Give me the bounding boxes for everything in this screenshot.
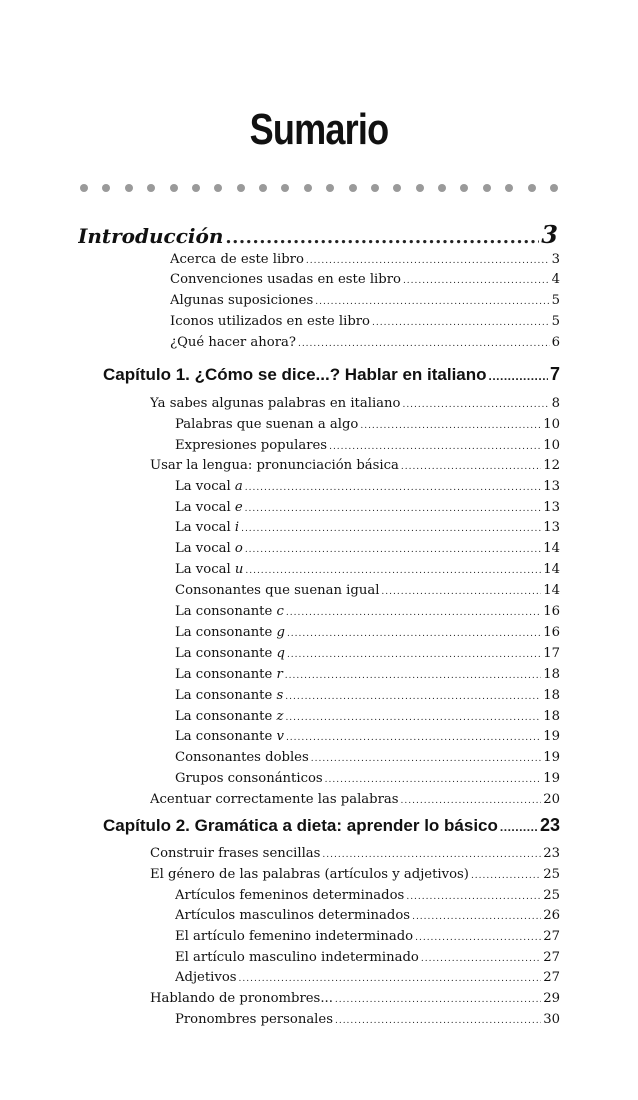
toc-entry xyxy=(175,750,560,770)
toc-entry xyxy=(150,792,560,812)
dot-leader xyxy=(285,671,541,681)
divider-dot xyxy=(237,184,245,192)
dot-leader xyxy=(225,227,539,248)
dot-leader xyxy=(287,650,541,660)
toc-entry-label: Consonantes dobles xyxy=(175,750,309,765)
toc-page-number: 26 xyxy=(543,908,560,923)
toc-entry xyxy=(175,729,560,749)
toc-page-number: 29 xyxy=(543,991,560,1006)
dot-leader xyxy=(239,974,542,984)
toc-entry xyxy=(175,500,560,520)
divider-dot xyxy=(214,184,222,192)
dot-leader xyxy=(403,276,550,286)
toc-entry xyxy=(150,458,560,478)
dot-leader xyxy=(286,608,541,618)
toc-entry-label: La consonante q xyxy=(175,646,285,661)
toc-entry xyxy=(175,625,560,645)
toc-page-number: 5 xyxy=(551,293,560,308)
dot-leader xyxy=(329,442,541,452)
toc-entry-label: Capítulo 2. Gramática a dieta: aprender lo básico xyxy=(103,816,498,835)
toc-entry-label: Grupos consonánticos xyxy=(175,771,323,786)
toc-entry-label: Acentuar correctamente las palabras xyxy=(150,792,399,807)
dot-leader xyxy=(286,733,541,743)
toc-entry-label: Hablando de pronombres... xyxy=(150,991,333,1006)
toc-page-number: 3 xyxy=(551,252,560,267)
toc-entry xyxy=(150,396,560,416)
toc-entry-label: La consonante v xyxy=(175,729,284,744)
toc-entry-label: Palabras que suenan a algo xyxy=(175,417,359,432)
dot-leader xyxy=(315,297,549,307)
dot-leader xyxy=(401,462,541,472)
toc-page-number: 17 xyxy=(543,646,560,661)
dot-leader xyxy=(285,692,541,702)
toc-entry-label: La consonante s xyxy=(175,688,284,703)
divider-dot xyxy=(505,184,513,192)
dot-leader xyxy=(245,566,541,576)
toc-entry xyxy=(170,272,560,292)
toc-page-number: 6 xyxy=(551,335,560,350)
divider-dot xyxy=(170,184,178,192)
dot-leader xyxy=(402,400,549,410)
divider-dot xyxy=(416,184,424,192)
toc-entry xyxy=(175,583,560,603)
dot-leader xyxy=(372,318,550,328)
dot-leader xyxy=(245,483,541,493)
toc-page-number: 19 xyxy=(543,771,560,786)
dot-leader xyxy=(406,892,541,902)
toc-entry-label: La vocal i xyxy=(175,520,240,535)
toc-entry xyxy=(175,438,560,458)
toc-entry xyxy=(150,991,560,1011)
toc-page-number: 25 xyxy=(543,888,560,903)
toc-entry xyxy=(175,771,560,791)
toc-page-number: 18 xyxy=(543,667,560,682)
divider-dot xyxy=(528,184,536,192)
toc-entry-label: La vocal e xyxy=(175,500,243,515)
toc-entry xyxy=(175,646,560,666)
toc-page-number: 7 xyxy=(549,364,560,384)
dot-leader xyxy=(285,713,541,723)
toc-page-number: 5 xyxy=(551,314,560,329)
toc-entry xyxy=(175,520,560,540)
dot-leader xyxy=(335,1016,541,1026)
toc-page-number: 13 xyxy=(543,479,560,494)
toc-entry xyxy=(175,688,560,708)
toc-entry-label: Capítulo 1. ¿Cómo se dice...? Hablar en italiano xyxy=(103,365,487,384)
toc-entry-label: La consonante r xyxy=(175,667,283,682)
toc-entry-label: La consonante g xyxy=(175,625,285,640)
toc-page-number: 4 xyxy=(551,272,560,287)
toc-entry xyxy=(170,335,560,355)
divider-dot xyxy=(192,184,200,192)
dot-leader xyxy=(241,524,541,534)
toc-page-number: 16 xyxy=(543,625,560,640)
dot-leader xyxy=(335,995,541,1005)
dot-leader xyxy=(325,775,542,785)
toc-page-number: 3 xyxy=(541,220,558,249)
divider-dot xyxy=(349,184,357,192)
toc-page-number: 18 xyxy=(543,709,560,724)
dot-leader xyxy=(245,545,541,555)
toc-entry xyxy=(170,314,560,334)
toc-entry-label: Ya sabes algunas palabras en italiano xyxy=(150,396,401,411)
toc-entry xyxy=(175,908,560,928)
toc-entry-label: Artículos femeninos determinados xyxy=(175,888,405,903)
dot-leader xyxy=(306,256,550,266)
divider-dot xyxy=(371,184,379,192)
dot-leader xyxy=(412,912,541,922)
toc-entry-label: Algunas suposiciones xyxy=(170,293,314,308)
toc-entry-label: El artículo masculino indeterminado xyxy=(175,950,419,965)
dot-leader xyxy=(360,421,541,431)
toc-page-number: 19 xyxy=(543,750,560,765)
toc-entry-label: Construir frases sencillas xyxy=(150,846,321,861)
toc-entry xyxy=(175,1012,560,1032)
toc-entry-label: Introducción xyxy=(78,224,224,248)
dot-leader xyxy=(245,504,542,514)
toc-entry-label: El artículo femenino indeterminado xyxy=(175,929,414,944)
divider-dot xyxy=(550,184,558,192)
dot-leader xyxy=(381,587,541,597)
divider-dot xyxy=(304,184,312,192)
toc-page-number: 23 xyxy=(543,846,560,861)
toc-page-number: 27 xyxy=(543,929,560,944)
toc-entry-label: Convenciones usadas en este libro xyxy=(170,272,401,287)
divider-dot xyxy=(259,184,267,192)
toc-page-number: 14 xyxy=(543,541,560,556)
toc-page-number: 20 xyxy=(543,792,560,807)
toc-section-entry xyxy=(78,220,558,252)
divider-dot xyxy=(125,184,133,192)
toc-page-number: 30 xyxy=(543,1012,560,1027)
toc-entry-label: La consonante z xyxy=(175,709,284,724)
toc-page-number: 8 xyxy=(551,396,560,411)
divider-dot xyxy=(483,184,491,192)
toc-entry-label: Iconos utilizados en este libro xyxy=(170,314,371,329)
toc-page-number: 14 xyxy=(543,562,560,577)
toc-entry xyxy=(175,479,560,499)
toc-page-number: 13 xyxy=(543,500,560,515)
divider-dot xyxy=(460,184,468,192)
toc-page-number: 10 xyxy=(543,417,560,432)
toc-page-number: 16 xyxy=(543,604,560,619)
toc-entry-label: Pronombres personales xyxy=(175,1012,333,1027)
dot-leader xyxy=(287,629,541,639)
toc-entry xyxy=(175,929,560,949)
dot-leader xyxy=(401,796,542,806)
toc-page-number: 18 xyxy=(543,688,560,703)
toc-entry xyxy=(175,950,560,970)
toc-entry-label: La vocal u xyxy=(175,562,244,577)
divider-dot xyxy=(393,184,401,192)
toc-chapter-entry xyxy=(103,364,560,392)
toc-entry xyxy=(150,846,560,866)
toc-page-number: 27 xyxy=(543,950,560,965)
dot-leader xyxy=(322,850,541,860)
toc-entry-label: Expresiones populares xyxy=(175,438,328,453)
divider-dot xyxy=(326,184,334,192)
toc-entry-label: El género de las palabras (artículos y adjetivos) xyxy=(150,867,469,882)
toc-entry xyxy=(175,604,560,624)
toc-entry-label: La vocal a xyxy=(175,479,243,494)
toc-entry xyxy=(170,293,560,313)
toc-entry-label: La consonante c xyxy=(175,604,284,619)
toc-page-number: 25 xyxy=(543,867,560,882)
dot-leader xyxy=(415,933,541,943)
toc-chapter-entry xyxy=(103,815,560,843)
toc-page-number: 14 xyxy=(543,583,560,598)
toc-page-number: 12 xyxy=(543,458,560,473)
toc-entry xyxy=(175,667,560,687)
toc-entry xyxy=(175,541,560,561)
toc-entry xyxy=(170,252,560,272)
divider-dot xyxy=(438,184,446,192)
toc-page-number: 13 xyxy=(543,520,560,535)
toc-entry-label: Adjetivos xyxy=(175,970,237,985)
dot-leader xyxy=(471,871,541,881)
toc-entry xyxy=(175,709,560,729)
toc-entry-label: Consonantes que suenan igual xyxy=(175,583,380,598)
toc-page-number: 10 xyxy=(543,438,560,453)
dot-leader xyxy=(489,369,548,383)
toc-entry-label: Usar la lengua: pronunciación básica xyxy=(150,458,399,473)
toc-page-number: 19 xyxy=(543,729,560,744)
toc-entry-label: Artículos masculinos determinados xyxy=(175,908,411,923)
divider-dot xyxy=(80,184,88,192)
dot-leader xyxy=(311,754,541,764)
toc-entry xyxy=(175,970,560,990)
divider-dot xyxy=(147,184,155,192)
toc-entry xyxy=(150,867,560,887)
divider-dot xyxy=(102,184,110,192)
divider-dot xyxy=(281,184,289,192)
page-title: Sumario xyxy=(249,105,389,154)
toc-entry-label: Acerca de este libro xyxy=(170,252,304,267)
dot-leader xyxy=(500,820,538,834)
toc-entry-label: ¿Qué hacer ahora? xyxy=(170,335,296,350)
dot-leader xyxy=(421,954,541,964)
dotted-divider xyxy=(80,183,558,193)
toc-entry-label: La vocal o xyxy=(175,541,243,556)
dot-leader xyxy=(298,339,550,349)
toc-page-number: 23 xyxy=(539,815,560,835)
toc-entry xyxy=(175,888,560,908)
toc-page-number: 27 xyxy=(543,970,560,985)
toc-entry xyxy=(175,562,560,582)
toc-entry xyxy=(175,417,560,437)
